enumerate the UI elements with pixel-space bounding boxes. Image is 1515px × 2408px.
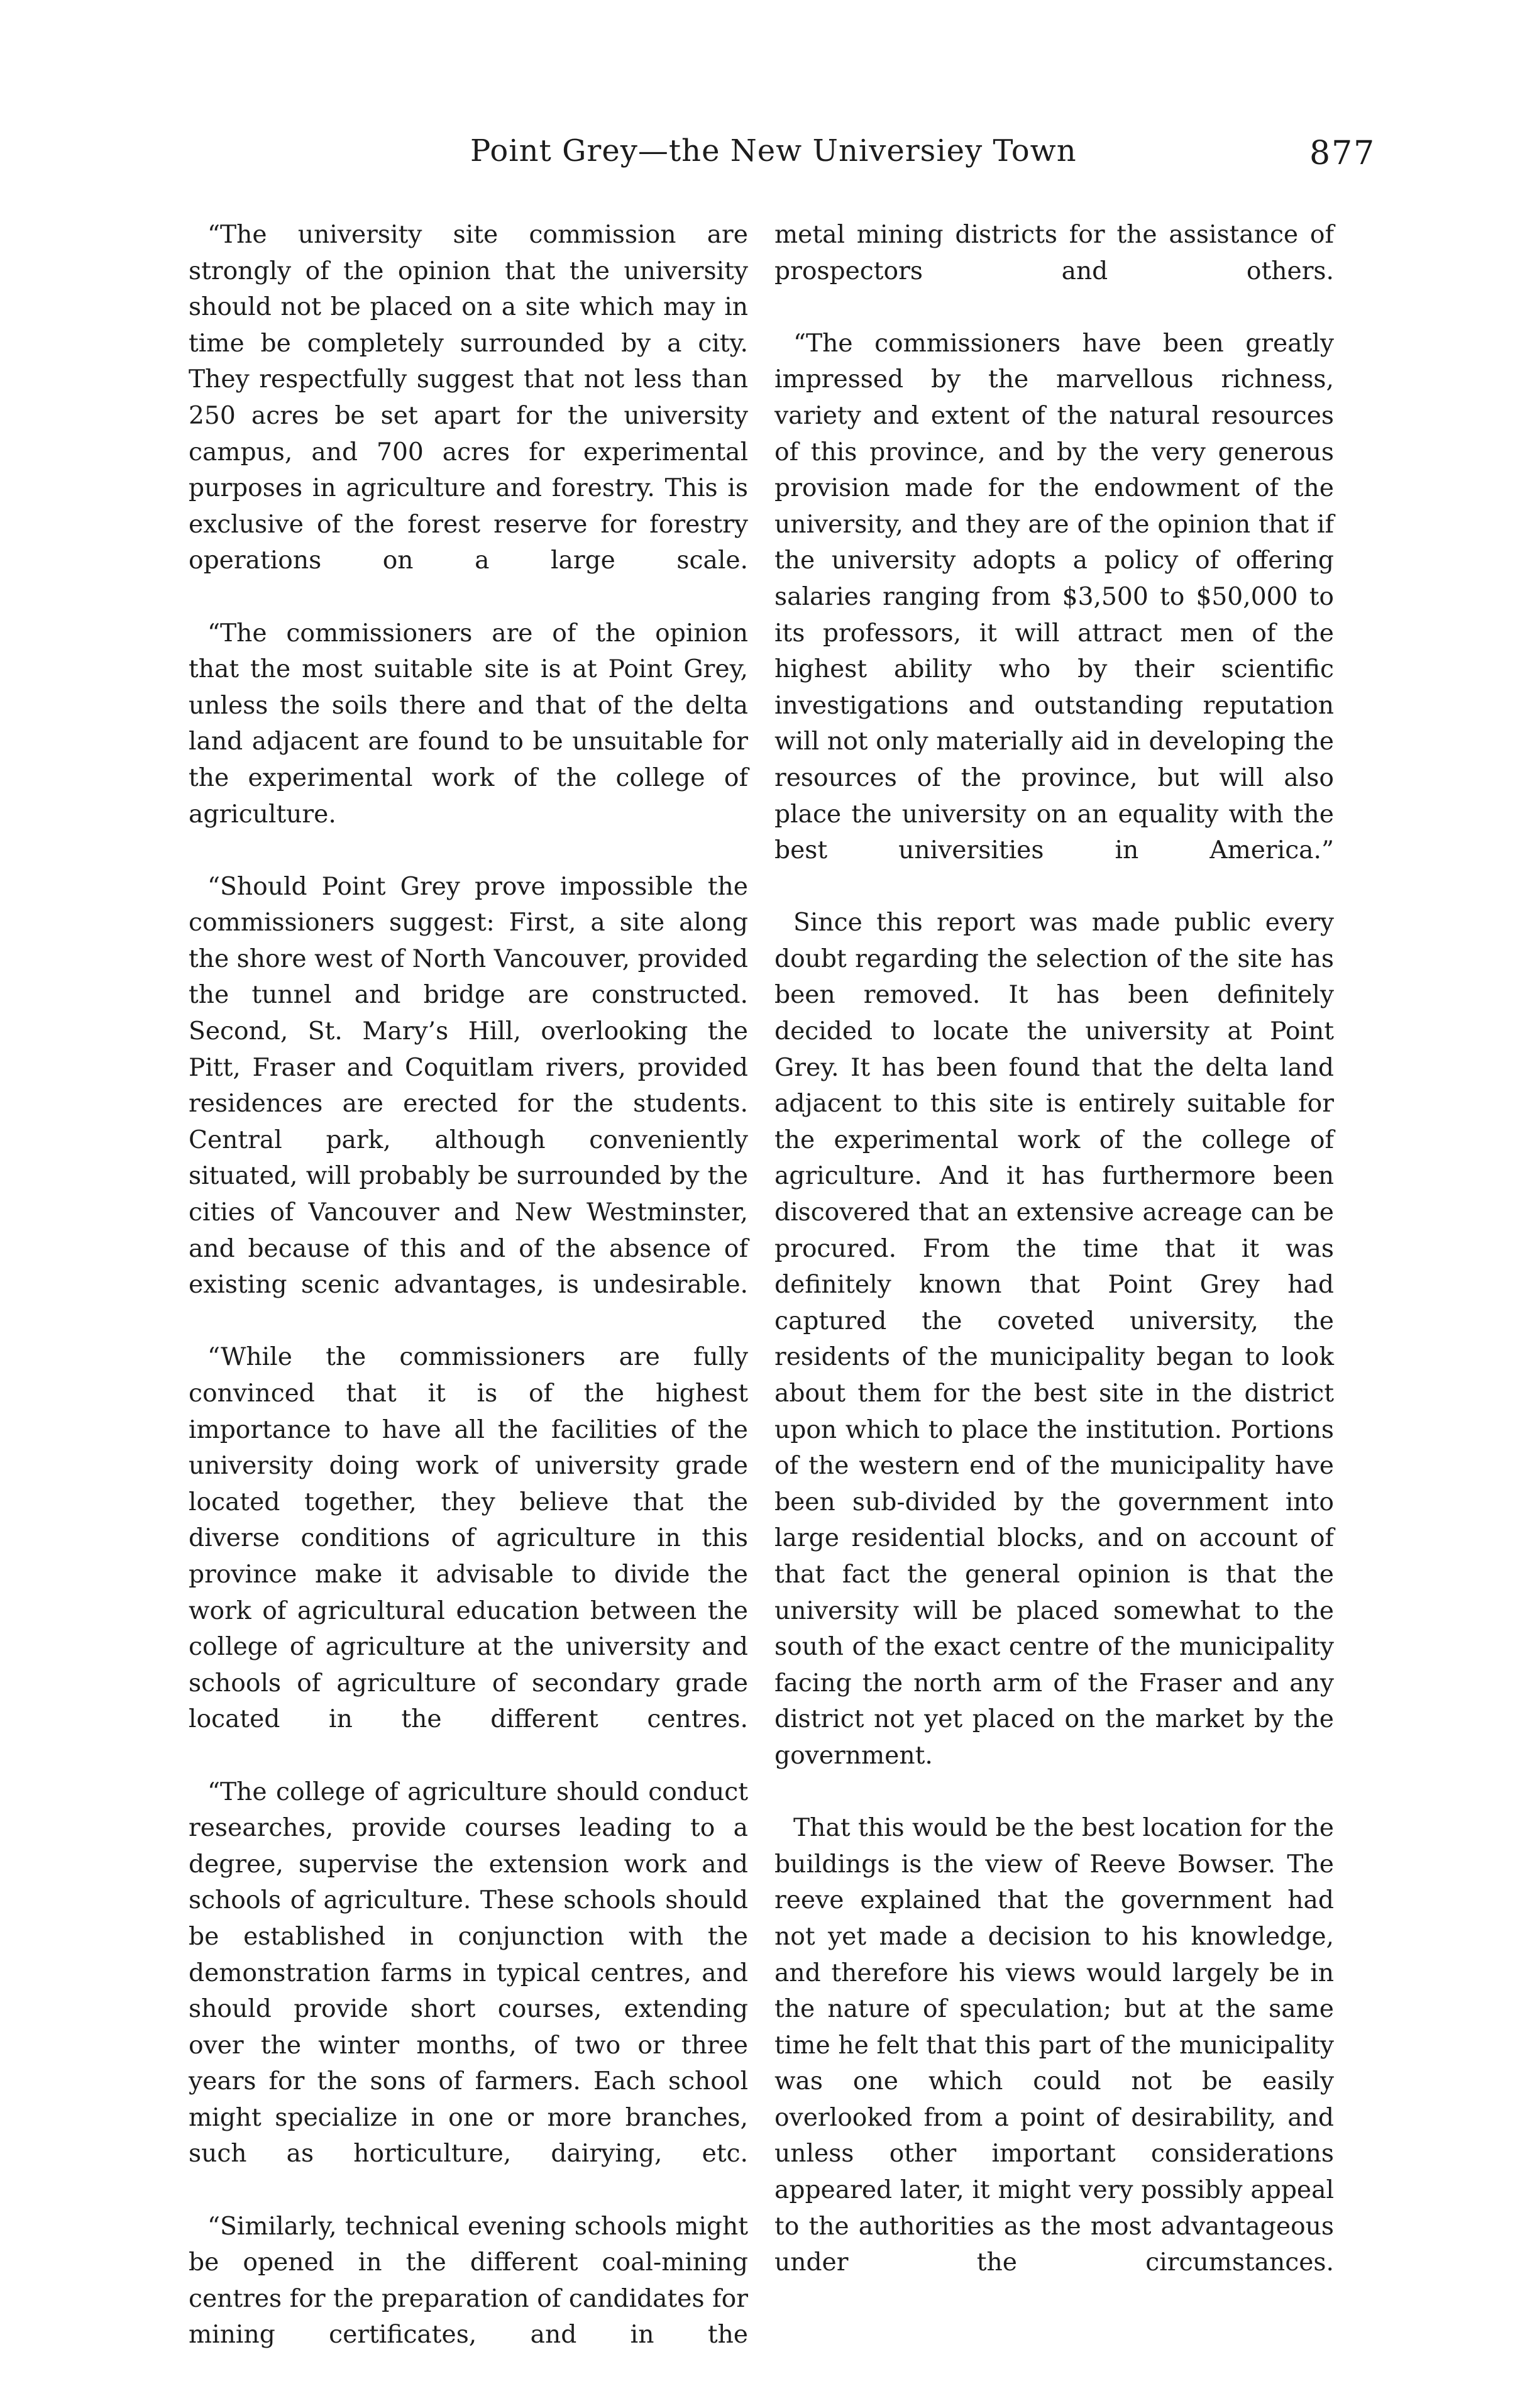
paragraph: “Should Point Grey prove impossible the commissioners suggest: First, a site along the shore west of North Vancouver, provided the tunnel and bridge are constructed. Second, St. Mary’s Hill, overlooking the Pitt, Fraser and Coquitlam rivers, provided residences are erected for the students. Central park, although conveniently situated, will probably be surrounded by the cities of Vancouver and New Westminster, and because of this and of the absence of existing scenic advantages, is undesirable. bbox=[189, 872, 748, 1300]
page-number: 877 bbox=[1309, 135, 1376, 172]
paragraph: Since this report was made public every doubt regarding the selection of the site has been removed. It has been definitely decided to locate the university at Point Grey. It has been found that the delta land adjacent to this site is entirely suitable for the experimental work of the college of agriculture. And it has furthermore been discovered that an extensive acreage can be procured. From the time that it was definitely known that Point Grey had captured the coveted university, the residents of the municipality began to look about them for the best site in the district upon which to place the institution. Portions of the western end of the municipality have been sub-divided by the government into large residential blocks, and on account of that fact the general opinion is that the university will be placed somewhat to the south of the exact centre of the municipality facing the north arm of the Fraser and any district not yet placed on the market by the government. bbox=[774, 909, 1334, 1770]
paragraph: “While the commissioners are fully convinced that it is of the highest importance to have all the facilities of the university doing work of university grade located together, they believe that the diverse conditions of agriculture in this province make it advisable to divide the work of agricultural education between the college of agriculture at the university and schools of agriculture of secondary grade located in the different centres. bbox=[189, 1343, 748, 1734]
right-column bbox=[774, 217, 1334, 2317]
running-head bbox=[0, 133, 1515, 177]
paragraph: “The university site commission are strongly of the opinion that the university should not be placed on a site which may in time be completely surrounded by a city. They respectfully suggest that not less than 250 acres be set apart for the university campus, and 700 acres for experimental purposes in agriculture and forestry. This is exclusive of the forest reserve for forestry operations on a large scale. bbox=[189, 221, 748, 575]
left-column bbox=[189, 217, 748, 2390]
paragraph: “The commissioners are of the opinion that the most suitable site is at Point Grey, unless the soils there and that of the delta land adjacent are found to be unsuitable for the experimental work of the college of agriculture. bbox=[189, 619, 748, 829]
paragraph: “The college of agriculture should conduct researches, provide courses leading to a degree, supervise the extension work and schools of agriculture. These schools should be established in conjunction with the demonstration farms in typical centres, and should provide short courses, extending over the winter months, of two or three years for the sons of farmers. Each school might specialize in one or more branches, such as horticulture, dairying, etc. bbox=[189, 1777, 748, 2168]
paragraph: That this would be the best location for the buildings is the view of Reeve Bowser. The reeve explained that the government had not yet made a decision to his knowledge, and therefore his views would largely be in the nature of speculation; but at the same time he felt that this part of the municipality was one which could not be easily overlooked from a point of desirability, and unless other important considerations appeared later, it might very possibly appeal to the authorities as the most advantageous under the circumstances. bbox=[774, 1814, 1334, 2277]
paragraph: “The commissioners have been greatly impressed by the marvellous richness, variety and extent of the natural resources of this province, and by the very generous provision made for the endowment of the university, and they are of the opinion that if the university adopts a policy of offering salaries ranging from $3,500 to $50,000 to its professors, it will attract men of the highest ability who by their scientific investigations and outstanding reputation will not only materially aid in developing the resources of the province, but will also place the university on an equality with the best universities in America.” bbox=[774, 329, 1334, 865]
paragraph: “Similarly, technical evening schools might be opened in the different coal-mining centres for the preparation of candidates for mining certificates, and in the bbox=[189, 2212, 748, 2350]
running-title: Point Grey—the New Universiey Town bbox=[470, 133, 1077, 168]
paragraph: metal mining districts for the assistance of prospectors and others. bbox=[774, 221, 1334, 285]
